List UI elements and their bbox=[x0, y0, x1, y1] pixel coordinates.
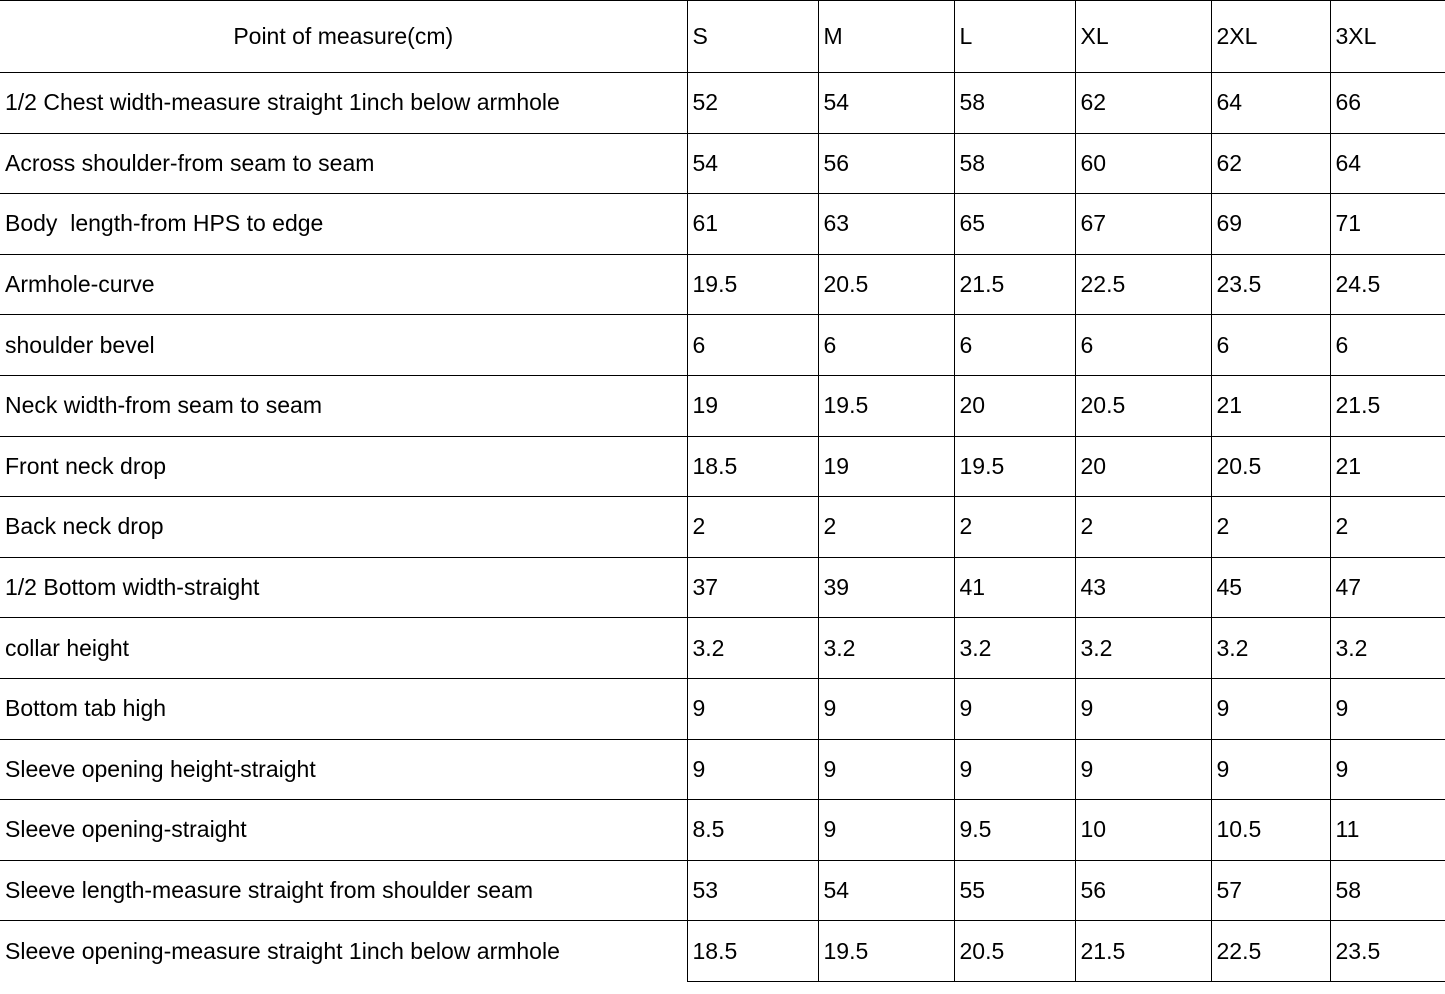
measure-value-m: 39 bbox=[818, 557, 954, 618]
measure-value-l: 58 bbox=[954, 133, 1075, 194]
measure-value-s: 6 bbox=[687, 315, 818, 376]
measure-value-2xl: 23.5 bbox=[1211, 254, 1330, 315]
measure-value-m: 2 bbox=[818, 497, 954, 558]
measure-value-s: 3.2 bbox=[687, 618, 818, 679]
measure-value-s: 52 bbox=[687, 73, 818, 134]
size-header-xl: XL bbox=[1075, 1, 1211, 73]
measure-value-s: 54 bbox=[687, 133, 818, 194]
measure-value-xl: 22.5 bbox=[1075, 254, 1211, 315]
measure-value-l: 55 bbox=[954, 860, 1075, 921]
measure-value-3xl: 9 bbox=[1330, 739, 1445, 800]
measure-label: Neck width-from seam to seam bbox=[0, 375, 687, 436]
table-row bbox=[0, 315, 1445, 376]
measure-value-s: 61 bbox=[687, 194, 818, 255]
size-header-s: S bbox=[687, 1, 818, 73]
measure-value-l: 6 bbox=[954, 315, 1075, 376]
measure-value-m: 20.5 bbox=[818, 254, 954, 315]
measure-value-2xl: 69 bbox=[1211, 194, 1330, 255]
measure-value-xl: 21.5 bbox=[1075, 921, 1211, 982]
measure-value-2xl: 62 bbox=[1211, 133, 1330, 194]
size-header-2xl: 2XL bbox=[1211, 1, 1330, 73]
measure-value-m: 56 bbox=[818, 133, 954, 194]
measure-value-xl: 56 bbox=[1075, 860, 1211, 921]
table-row bbox=[0, 254, 1445, 315]
measure-value-s: 18.5 bbox=[687, 921, 818, 982]
measure-value-l: 19.5 bbox=[954, 436, 1075, 497]
measure-value-xl: 67 bbox=[1075, 194, 1211, 255]
measure-label: Sleeve opening-straight bbox=[0, 800, 687, 861]
measure-value-xl: 6 bbox=[1075, 315, 1211, 376]
measure-value-xl: 10 bbox=[1075, 800, 1211, 861]
measure-value-s: 19 bbox=[687, 375, 818, 436]
measure-label: Sleeve length-measure straight from shoulder seam bbox=[0, 860, 687, 921]
measure-value-xl: 43 bbox=[1075, 557, 1211, 618]
table-row bbox=[0, 678, 1445, 739]
measure-value-3xl: 71 bbox=[1330, 194, 1445, 255]
measure-value-xl: 62 bbox=[1075, 73, 1211, 134]
measure-value-l: 20 bbox=[954, 375, 1075, 436]
measure-value-l: 65 bbox=[954, 194, 1075, 255]
measure-value-3xl: 3.2 bbox=[1330, 618, 1445, 679]
point-of-measure-header: Point of measure(cm) bbox=[0, 1, 687, 73]
measure-label: Bottom tab high bbox=[0, 678, 687, 739]
measure-value-3xl: 2 bbox=[1330, 497, 1445, 558]
measure-value-l: 9 bbox=[954, 739, 1075, 800]
measure-value-2xl: 57 bbox=[1211, 860, 1330, 921]
measure-value-3xl: 66 bbox=[1330, 73, 1445, 134]
table-row bbox=[0, 133, 1445, 194]
measure-value-l: 2 bbox=[954, 497, 1075, 558]
measure-value-s: 53 bbox=[687, 860, 818, 921]
measure-value-2xl: 3.2 bbox=[1211, 618, 1330, 679]
measure-value-2xl: 2 bbox=[1211, 497, 1330, 558]
measure-value-2xl: 21 bbox=[1211, 375, 1330, 436]
size-chart-body bbox=[0, 73, 1445, 982]
table-row bbox=[0, 557, 1445, 618]
table-row bbox=[0, 860, 1445, 921]
measure-value-m: 19.5 bbox=[818, 375, 954, 436]
measure-label: Body length-from HPS to edge bbox=[0, 194, 687, 255]
measure-value-2xl: 64 bbox=[1211, 73, 1330, 134]
measure-value-xl: 2 bbox=[1075, 497, 1211, 558]
size-chart-header bbox=[0, 1, 1445, 73]
table-row bbox=[0, 921, 1445, 982]
measure-value-l: 21.5 bbox=[954, 254, 1075, 315]
measure-value-3xl: 21.5 bbox=[1330, 375, 1445, 436]
table-row bbox=[0, 194, 1445, 255]
table-row bbox=[0, 739, 1445, 800]
measure-label: 1/2 Chest width-measure straight 1inch below armhole bbox=[0, 73, 687, 134]
measure-label: 1/2 Bottom width-straight bbox=[0, 557, 687, 618]
table-row bbox=[0, 497, 1445, 558]
measure-label: Back neck drop bbox=[0, 497, 687, 558]
measure-value-l: 9 bbox=[954, 678, 1075, 739]
measure-label: Front neck drop bbox=[0, 436, 687, 497]
measure-label: shoulder bevel bbox=[0, 315, 687, 376]
measure-value-xl: 3.2 bbox=[1075, 618, 1211, 679]
measure-value-2xl: 10.5 bbox=[1211, 800, 1330, 861]
measure-value-3xl: 11 bbox=[1330, 800, 1445, 861]
table-row bbox=[0, 618, 1445, 679]
measure-value-xl: 20.5 bbox=[1075, 375, 1211, 436]
table-row bbox=[0, 375, 1445, 436]
measure-value-3xl: 64 bbox=[1330, 133, 1445, 194]
measure-value-l: 20.5 bbox=[954, 921, 1075, 982]
measure-value-m: 54 bbox=[818, 73, 954, 134]
measure-value-2xl: 22.5 bbox=[1211, 921, 1330, 982]
header-row bbox=[0, 1, 1445, 73]
measure-label: collar height bbox=[0, 618, 687, 679]
measure-value-l: 3.2 bbox=[954, 618, 1075, 679]
measure-value-s: 2 bbox=[687, 497, 818, 558]
measure-value-m: 9 bbox=[818, 800, 954, 861]
measure-value-xl: 9 bbox=[1075, 678, 1211, 739]
measure-value-2xl: 9 bbox=[1211, 739, 1330, 800]
measure-value-l: 58 bbox=[954, 73, 1075, 134]
measure-value-s: 9 bbox=[687, 739, 818, 800]
table-row bbox=[0, 436, 1445, 497]
measure-value-xl: 60 bbox=[1075, 133, 1211, 194]
measure-value-3xl: 58 bbox=[1330, 860, 1445, 921]
measure-label: Across shoulder-from seam to seam bbox=[0, 133, 687, 194]
measure-value-2xl: 45 bbox=[1211, 557, 1330, 618]
measure-value-m: 6 bbox=[818, 315, 954, 376]
size-header-m: M bbox=[818, 1, 954, 73]
size-header-3xl: 3XL bbox=[1330, 1, 1445, 73]
measure-value-s: 37 bbox=[687, 557, 818, 618]
measure-value-3xl: 24.5 bbox=[1330, 254, 1445, 315]
measure-value-xl: 9 bbox=[1075, 739, 1211, 800]
measure-value-l: 41 bbox=[954, 557, 1075, 618]
table-row bbox=[0, 73, 1445, 134]
measure-value-m: 63 bbox=[818, 194, 954, 255]
measure-value-2xl: 9 bbox=[1211, 678, 1330, 739]
measure-label: Sleeve opening-measure straight 1inch below armhole bbox=[0, 921, 687, 982]
measure-value-l: 9.5 bbox=[954, 800, 1075, 861]
measure-label: Armhole-curve bbox=[0, 254, 687, 315]
measure-value-3xl: 23.5 bbox=[1330, 921, 1445, 982]
measure-value-m: 3.2 bbox=[818, 618, 954, 679]
measure-value-2xl: 20.5 bbox=[1211, 436, 1330, 497]
measure-value-s: 8.5 bbox=[687, 800, 818, 861]
table-row bbox=[0, 800, 1445, 861]
measure-value-s: 9 bbox=[687, 678, 818, 739]
measure-value-m: 9 bbox=[818, 739, 954, 800]
measure-value-2xl: 6 bbox=[1211, 315, 1330, 376]
measure-value-m: 19 bbox=[818, 436, 954, 497]
measure-value-m: 9 bbox=[818, 678, 954, 739]
measure-value-s: 19.5 bbox=[687, 254, 818, 315]
measure-value-m: 19.5 bbox=[818, 921, 954, 982]
measure-value-3xl: 47 bbox=[1330, 557, 1445, 618]
measure-label: Sleeve opening height-straight bbox=[0, 739, 687, 800]
measure-value-3xl: 9 bbox=[1330, 678, 1445, 739]
measure-value-3xl: 6 bbox=[1330, 315, 1445, 376]
measure-value-s: 18.5 bbox=[687, 436, 818, 497]
measure-value-xl: 20 bbox=[1075, 436, 1211, 497]
size-header-l: L bbox=[954, 1, 1075, 73]
measure-value-m: 54 bbox=[818, 860, 954, 921]
measure-value-3xl: 21 bbox=[1330, 436, 1445, 497]
